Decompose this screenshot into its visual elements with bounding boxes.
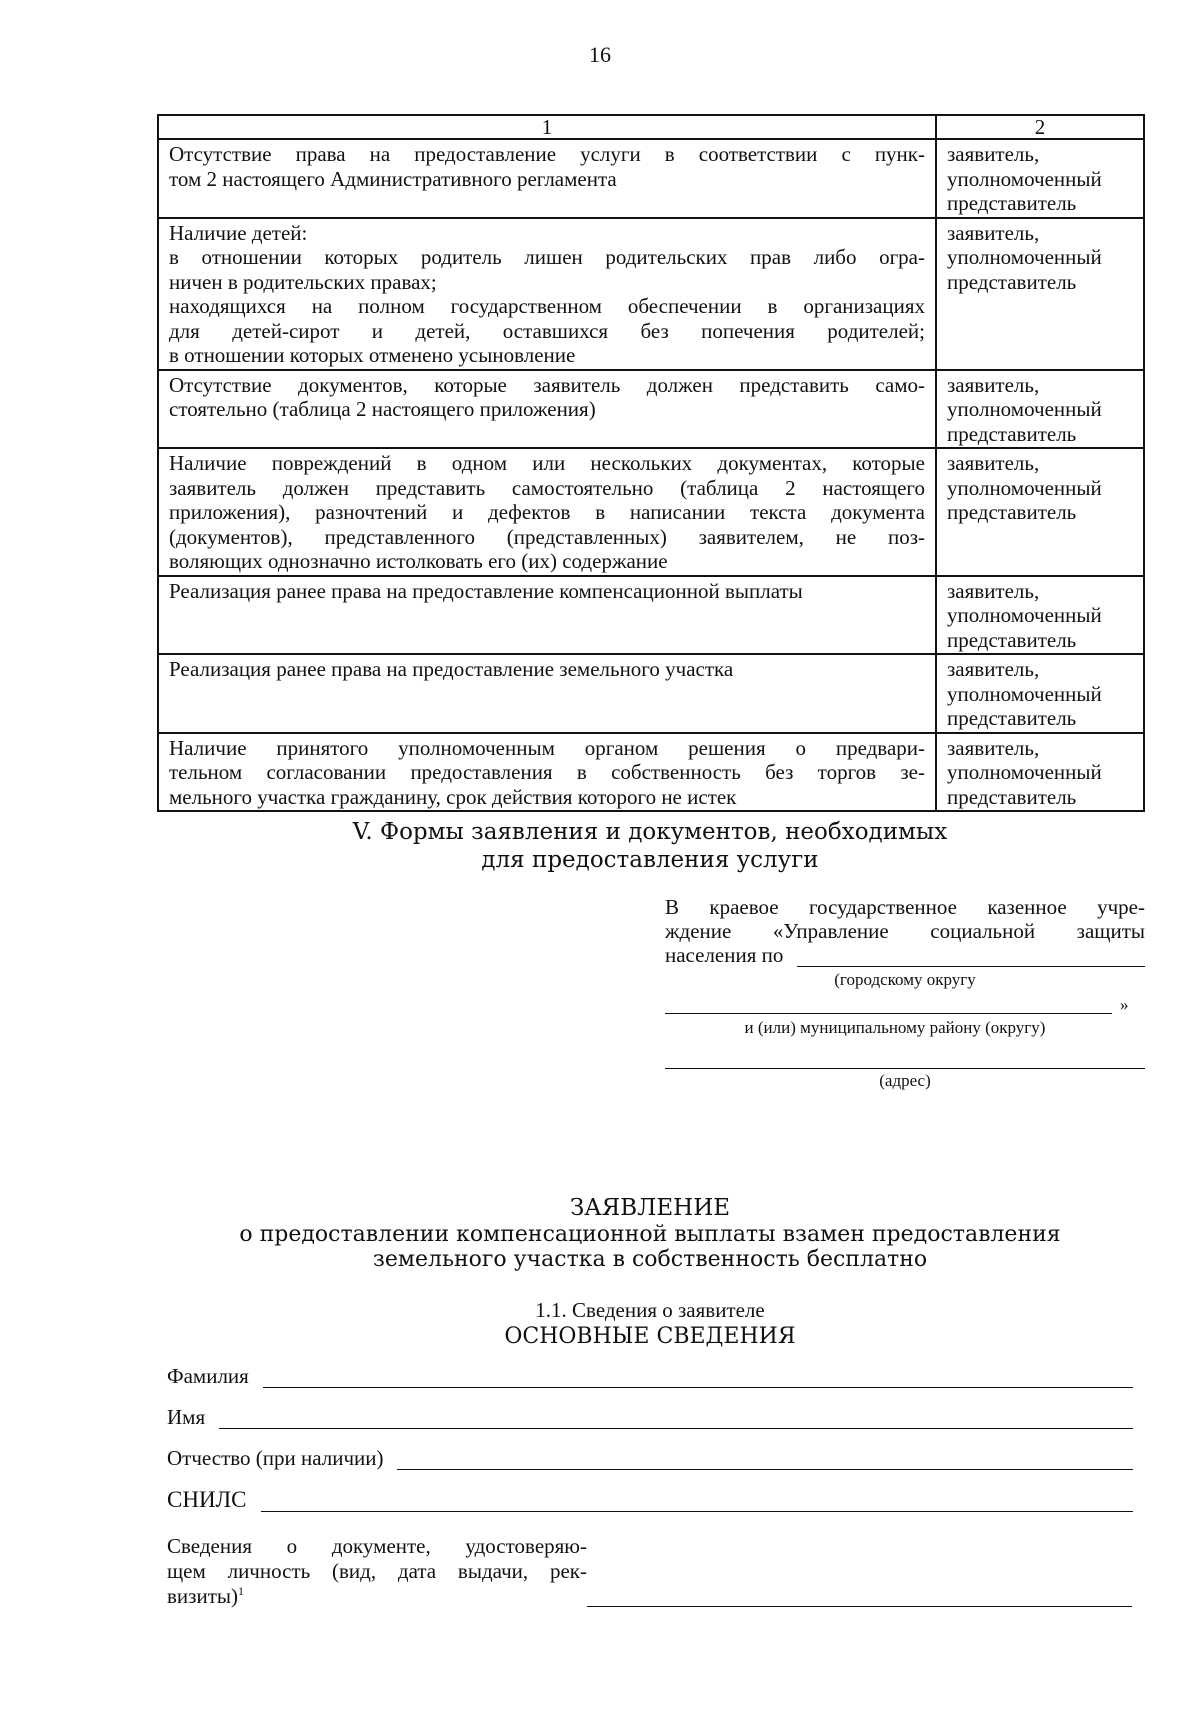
reason-line: Наличие детей: — [169, 220, 308, 245]
name-field — [167, 1405, 1133, 1429]
surname-field — [167, 1364, 1133, 1388]
applicant-line: уполномоченный — [947, 397, 1102, 421]
table-row — [158, 448, 1144, 576]
name-input-line[interactable] — [219, 1408, 1133, 1429]
applicant-cell — [936, 733, 1144, 812]
reason-line: Реализация ранее права на предоставление земельного участка — [169, 657, 734, 681]
reason-cell — [158, 654, 936, 733]
surname-label: Фамилия — [167, 1364, 249, 1388]
id-document-label — [167, 1534, 587, 1609]
table-row — [158, 139, 1144, 218]
municipality-input-line[interactable] — [665, 1013, 1112, 1014]
applicant-line: уполномоченный — [947, 760, 1102, 784]
applicant-cell — [936, 576, 1144, 655]
section-title — [0, 818, 1200, 874]
applicant-line: заявитель, — [947, 142, 1040, 166]
application-subheading-line: о предоставлении компенсационной выплаты взамен предоставления — [239, 1222, 1061, 1247]
addressee-line: ждение «Управление социальной защиты — [665, 919, 1145, 943]
reason-line: том 2 настоящего Административного регламента — [169, 166, 617, 191]
applicant-cell — [936, 218, 1144, 370]
application-subheading-line: земельного участка в собственность бесплатно — [372, 1247, 928, 1272]
applicant-line: представитель — [947, 627, 1077, 652]
table-row — [158, 654, 1144, 733]
reason-cell — [158, 448, 936, 576]
patronymic-label: Отчество (при наличии) — [167, 1446, 384, 1470]
table-header-row — [158, 115, 1144, 139]
applicant-cell — [936, 448, 1144, 576]
table-row — [158, 576, 1144, 655]
reason-line: (документов), представленного (представленных) заявителем, не поз- — [169, 524, 925, 549]
name-label: Имя — [167, 1405, 206, 1429]
applicant-line: заявитель, — [947, 657, 1040, 681]
reason-line: воляющих однозначно истолковать его (их) содержание — [169, 549, 668, 573]
id-document-label-line: щем личность (вид, дата выдачи, рек- — [167, 1559, 587, 1583]
snils-input-line[interactable] — [261, 1491, 1133, 1512]
snils-label: СНИЛС — [167, 1487, 247, 1512]
applicant-line: уполномоченный — [947, 681, 1102, 706]
reason-line: в отношении которых родитель лишен родительских прав либо огра- — [169, 245, 925, 269]
footnote-marker: 1 — [237, 1584, 244, 1598]
id-document-label-line: Сведения о документе, удостоверяю- — [167, 1534, 587, 1558]
applicant-cell — [936, 654, 1144, 733]
section-title-line: V. Формы заявления и документов, необходимых — [352, 819, 948, 845]
reason-line: Наличие принятого уполномоченным органом решения о предвари- — [169, 735, 925, 760]
table-row — [158, 218, 1144, 370]
applicant-line: уполномоченный — [947, 245, 1102, 269]
table-header-cell: 1 — [158, 115, 936, 139]
reason-line: приложения), разночтений и дефектов в написании текста документа — [169, 500, 925, 524]
reason-line: ничен в родительских правах; — [169, 269, 437, 294]
district-hint: (городскому округу — [834, 970, 976, 989]
applicant-line: представитель — [947, 500, 1077, 524]
id-document-input-line[interactable] — [587, 1606, 1132, 1607]
district-input-line[interactable] — [797, 946, 1145, 967]
address-hint: (адрес) — [879, 1071, 931, 1090]
applicant-line: заявитель, — [947, 451, 1040, 475]
reason-cell — [158, 139, 936, 218]
address-input-line[interactable] — [665, 1068, 1145, 1069]
applicant-line: уполномоченный — [947, 475, 1102, 500]
reason-line: мельного участка гражданину, срок действия которого не истек — [169, 784, 737, 809]
applicant-line: представитель — [947, 191, 1077, 215]
table-row — [158, 370, 1144, 449]
addressee-line: населения по — [665, 943, 784, 967]
applicant-line: представитель — [947, 706, 1077, 730]
reason-line: Отсутствие права на предоставление услуги в соответствии с пунк- — [169, 142, 925, 166]
addressee-line: В краевое государственное казенное учре- — [665, 895, 1145, 919]
closing-quote: » — [1120, 995, 1129, 1014]
applicant-line: уполномоченный — [947, 166, 1102, 191]
reason-cell — [158, 370, 936, 449]
table-row — [158, 733, 1144, 812]
reason-line: заявитель должен представить самостоятельно (таблица 2 настоящего — [169, 475, 925, 500]
applicant-line: заявитель, — [947, 372, 1040, 397]
patronymic-field — [167, 1446, 1133, 1470]
reason-cell — [158, 576, 936, 655]
applicant-line: заявитель, — [947, 578, 1040, 603]
applicant-cell — [936, 139, 1144, 218]
snils-field — [167, 1488, 1133, 1512]
municipal-hint: и (или) муниципальному району (округу) — [744, 1018, 1046, 1037]
applicant-line: представитель — [947, 269, 1077, 294]
reason-line: Реализация ранее права на предоставление компенсационной выплаты — [169, 578, 803, 603]
table-header-cell: 2 — [936, 115, 1144, 139]
applicant-line: представитель — [947, 421, 1077, 446]
section-title-line: для предоставления услуги — [481, 847, 819, 873]
applicant-cell — [936, 370, 1144, 449]
id-document-label-line: визиты) — [167, 1584, 238, 1608]
reason-line: Отсутствие документов, которые заявитель должен представить само- — [169, 372, 925, 397]
reason-line: в отношении которых отменено усыновление — [169, 343, 576, 367]
page-number: 16 — [589, 42, 611, 67]
reason-line: для детей-сирот и детей, оставшихся без попечения родителей; — [169, 318, 925, 343]
applicant-line: заявитель, — [947, 220, 1040, 245]
applicant-line: заявитель, — [947, 735, 1040, 760]
reason-line: стоятельно (таблица 2 настоящего приложения) — [169, 397, 596, 421]
reason-line: находящихся на полном государственном обеспечении в организациях — [169, 294, 925, 318]
surname-input-line[interactable] — [263, 1367, 1133, 1388]
basic-info-title: ОСНОВНЫЕ СВЕДЕНИЯ — [504, 1324, 796, 1349]
application-heading: ЗАЯВЛЕНИЕ — [569, 1195, 731, 1221]
reason-cell — [158, 218, 936, 370]
reason-line: Наличие повреждений в одном или нескольких документах, которые — [169, 451, 925, 475]
reason-line: тельном согласовании предоставления в собственность без торгов зе- — [169, 760, 925, 784]
applicant-line: уполномоченный — [947, 603, 1102, 627]
refusal-reasons-table — [157, 114, 1145, 812]
reason-cell — [158, 733, 936, 812]
application-subheading — [0, 1222, 1200, 1272]
applicant-line: представитель — [947, 784, 1077, 809]
addressee-block — [665, 895, 1145, 967]
patronymic-input-line[interactable] — [397, 1449, 1133, 1470]
applicant-info-title: 1.1. Сведения о заявителе — [535, 1298, 765, 1322]
